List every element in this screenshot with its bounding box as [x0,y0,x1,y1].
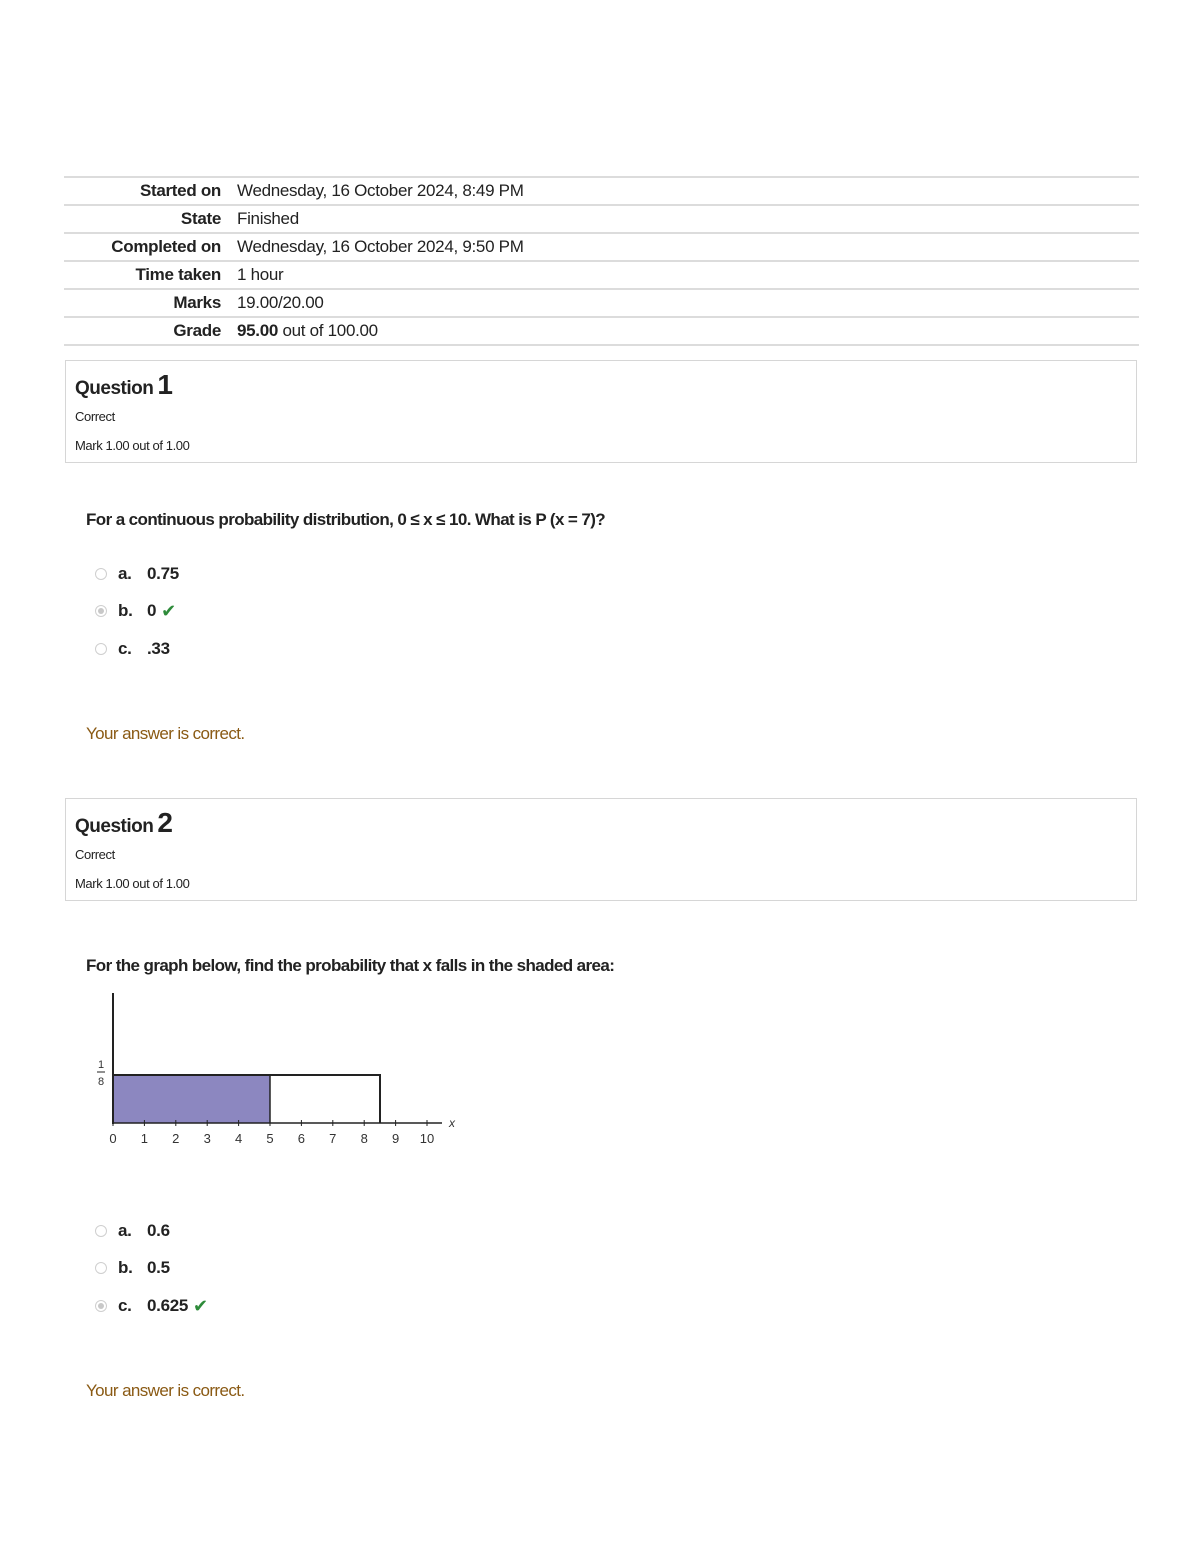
summary-value: Finished [237,209,299,228]
x-tick-label: 9 [391,1131,400,1146]
y-label-numerator: 1 [97,1059,105,1071]
option-text: 0.75 [147,564,179,583]
grade-suffix: out of 100.00 [282,321,378,340]
option-letter: b. [118,1258,133,1277]
x-tick-label: 4 [234,1131,243,1146]
summary-value: Wednesday, 16 October 2024, 8:49 PM [237,181,524,200]
summary-value: Wednesday, 16 October 2024, 9:50 PM [237,237,524,256]
option-letter: c. [118,1296,132,1315]
summary-row [64,177,1139,205]
answer-option[interactable] [95,1220,170,1242]
x-tick-label: 3 [203,1131,211,1146]
question-title [75,807,172,839]
option-text: .33 [147,639,170,658]
x-tick-label: 2 [172,1131,180,1146]
check-icon: ✔ [161,600,176,621]
x-ticks [109,1120,434,1146]
question-text: For a continuous probability distribution, 0 ≤ x ≤ 10. What is P (x = 7)? [86,510,606,529]
summary-row-grade [64,317,1139,345]
question-mark: Mark 1.00 out of 1.00 [75,876,190,891]
radio-button[interactable] [95,1300,107,1312]
option-letter: b. [118,601,133,620]
answer-option[interactable] [95,638,170,660]
summary-value [237,317,1139,345]
distribution-graph [90,988,470,1158]
x-tick-label: 5 [266,1131,274,1146]
question-title-word: Question [75,378,154,399]
option-letter: c. [118,639,132,658]
summary-value: 1 hour [237,265,284,284]
question-mark: Mark 1.00 out of 1.00 [75,438,190,453]
summary-row [64,233,1139,261]
summary-label: Started on [139,181,221,200]
option-letter: a. [118,1221,132,1240]
answer-option[interactable] [95,1295,208,1317]
check-icon: ✔ [193,1295,208,1316]
question-number: 2 [157,807,173,838]
x-axis-label: x [449,1116,455,1130]
option-text: 0 [147,601,157,620]
question-title-word: Question [75,816,154,837]
answer-option[interactable] [95,600,176,622]
radio-button[interactable] [95,1225,107,1237]
summary-label: Grade [173,321,221,340]
x-tick-label: 8 [360,1131,368,1146]
grade-value: 95.00 [237,321,279,340]
answer-option[interactable] [95,1257,170,1279]
x-tick-label: 1 [140,1131,149,1146]
option-text: 0.5 [147,1258,170,1277]
question-title [75,369,172,401]
feedback-text: Your answer is correct. [86,724,245,743]
radio-button[interactable] [95,605,107,617]
radio-button[interactable] [95,568,107,580]
feedback-text: Your answer is correct. [86,1381,245,1400]
summary-row [64,261,1139,289]
question-number: 1 [157,369,173,400]
question-text: For the graph below, find the probability that x falls in the shaded area: [86,956,615,975]
answer-option[interactable] [95,563,179,585]
x-tick-label: 0 [109,1131,117,1146]
x-tick-label: 6 [297,1131,306,1146]
summary-value: 19.00/20.00 [237,293,324,312]
question-state: Correct [75,409,115,424]
summary-row [64,289,1139,317]
question-info-box [65,360,1137,463]
question-info-box [65,798,1137,901]
x-tick-label: 10 [419,1131,435,1146]
summary-label: State [180,209,221,228]
shaded-area [113,1075,270,1123]
option-letter: a. [118,564,132,583]
option-text: 0.6 [147,1221,170,1240]
summary-label: Completed on [111,237,221,256]
question-state: Correct [75,847,115,862]
x-tick-label: 7 [329,1131,337,1146]
radio-button[interactable] [95,643,107,655]
option-text: 0.625 [147,1296,189,1315]
summary-label: Time taken [135,265,221,284]
summary-row [64,205,1139,233]
attempt-summary-table [64,176,1139,346]
y-label-denominator: 8 [97,1076,105,1088]
radio-button[interactable] [95,1262,107,1274]
summary-label: Marks [173,293,221,312]
